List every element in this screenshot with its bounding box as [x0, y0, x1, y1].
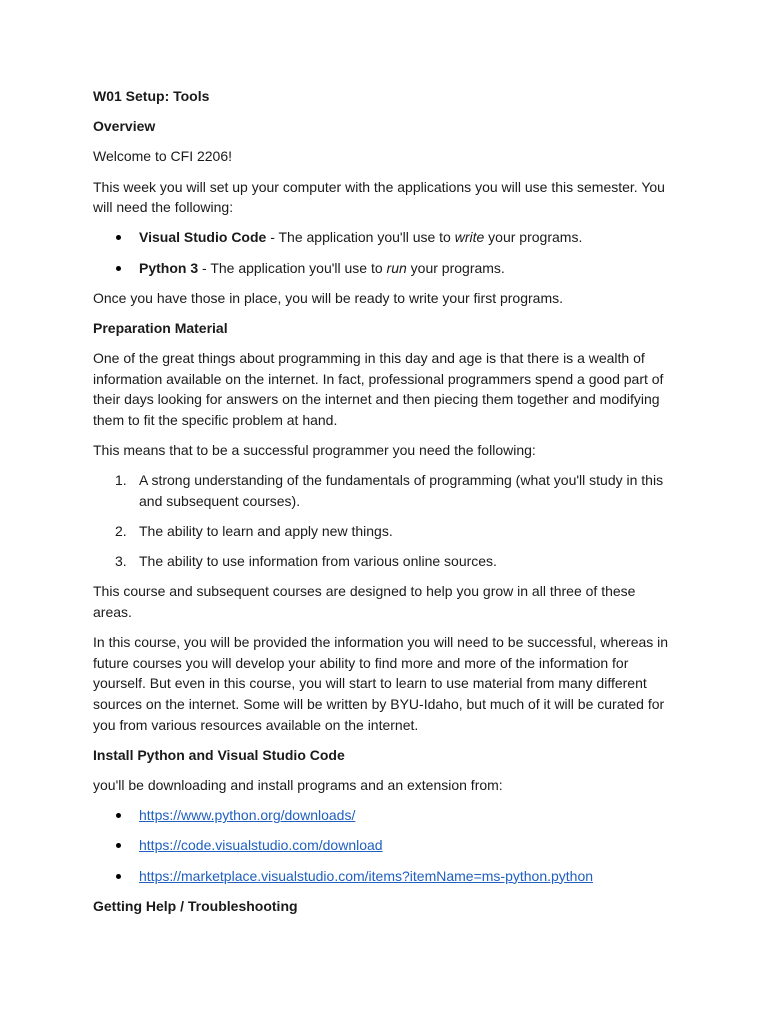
course-paragraph-2: In this course, you will be provided the information you will need to be successful, whereas in future courses you will develop your ability to find more and more of the information for yourself. But even in this course, you will start to learn to use material from many different sources on the internet. Some will be written by BYU-Idaho, but much of it will be curated for you from various resources available on the internet. [93, 634, 669, 733]
tool-desc: - The application you'll use to [198, 259, 387, 276]
install-intro: you'll be downloading and install programs and an extension from: [93, 776, 503, 793]
ready-text: Once you have those in place, you will be ready to write your first programs. [93, 289, 563, 306]
means-text: This means that to be a successful programmer you need the following: [93, 442, 536, 459]
tool-desc-emphasis: run [386, 259, 407, 276]
links-list [93, 805, 678, 886]
needs-list [93, 470, 678, 572]
tool-desc-emphasis: write [454, 229, 485, 246]
overview-heading: Overview [93, 118, 156, 135]
list-item-text: A strong understanding of the fundamentals of programming (what you'll study in this and subsequent courses). [139, 472, 664, 509]
list-item [93, 805, 678, 826]
tool-desc: your programs. [406, 259, 505, 276]
document-page [93, 86, 678, 926]
python-download-link[interactable]: https://www.python.org/downloads/ [139, 807, 356, 824]
intro-text: This week you will set up your computer with the applications you will use this semester. You will need the following: [93, 178, 665, 216]
page-title: W01 Setup: Tools [93, 88, 210, 104]
vscode-download-link[interactable]: https://code.visualstudio.com/download [139, 837, 383, 854]
list-number: 1. [115, 472, 127, 489]
tool-desc: your programs. [484, 229, 583, 246]
tool-name: Python 3 [139, 259, 199, 276]
help-heading: Getting Help / Troubleshooting [93, 897, 298, 914]
tool-name: Visual Studio Code [139, 229, 267, 246]
list-item [93, 521, 678, 542]
preparation-heading: Preparation Material [93, 319, 228, 336]
tools-list [93, 227, 678, 278]
python-extension-link[interactable]: https://marketplace.visualstudio.com/items?itemName=ms-python.python [139, 867, 594, 884]
install-heading: Install Python and Visual Studio Code [93, 746, 345, 763]
course-paragraph: This course and subsequent courses are designed to help you grow in all three of these areas. [93, 583, 636, 620]
preparation-paragraph: One of the great things about programming in this day and age is that there is a wealth of information available on the internet. In fact, professional programmers spend a good part of their days looking for answers on the internet and then piecing them together and modifying them to fit the specific problem at hand. [93, 350, 664, 428]
list-item [93, 551, 678, 572]
list-item [93, 470, 678, 511]
list-number: 2. [115, 523, 127, 540]
welcome-text: Welcome to CFI 2206! [93, 148, 233, 165]
list-item [93, 835, 678, 856]
list-item-text: The ability to learn and apply new things. [139, 523, 393, 540]
list-item [93, 227, 678, 248]
tool-desc: - The application you'll use to [266, 229, 455, 246]
list-item-text: The ability to use information from various online sources. [139, 553, 497, 570]
list-number: 3. [115, 553, 127, 570]
list-item [93, 258, 678, 279]
list-item [93, 866, 678, 887]
